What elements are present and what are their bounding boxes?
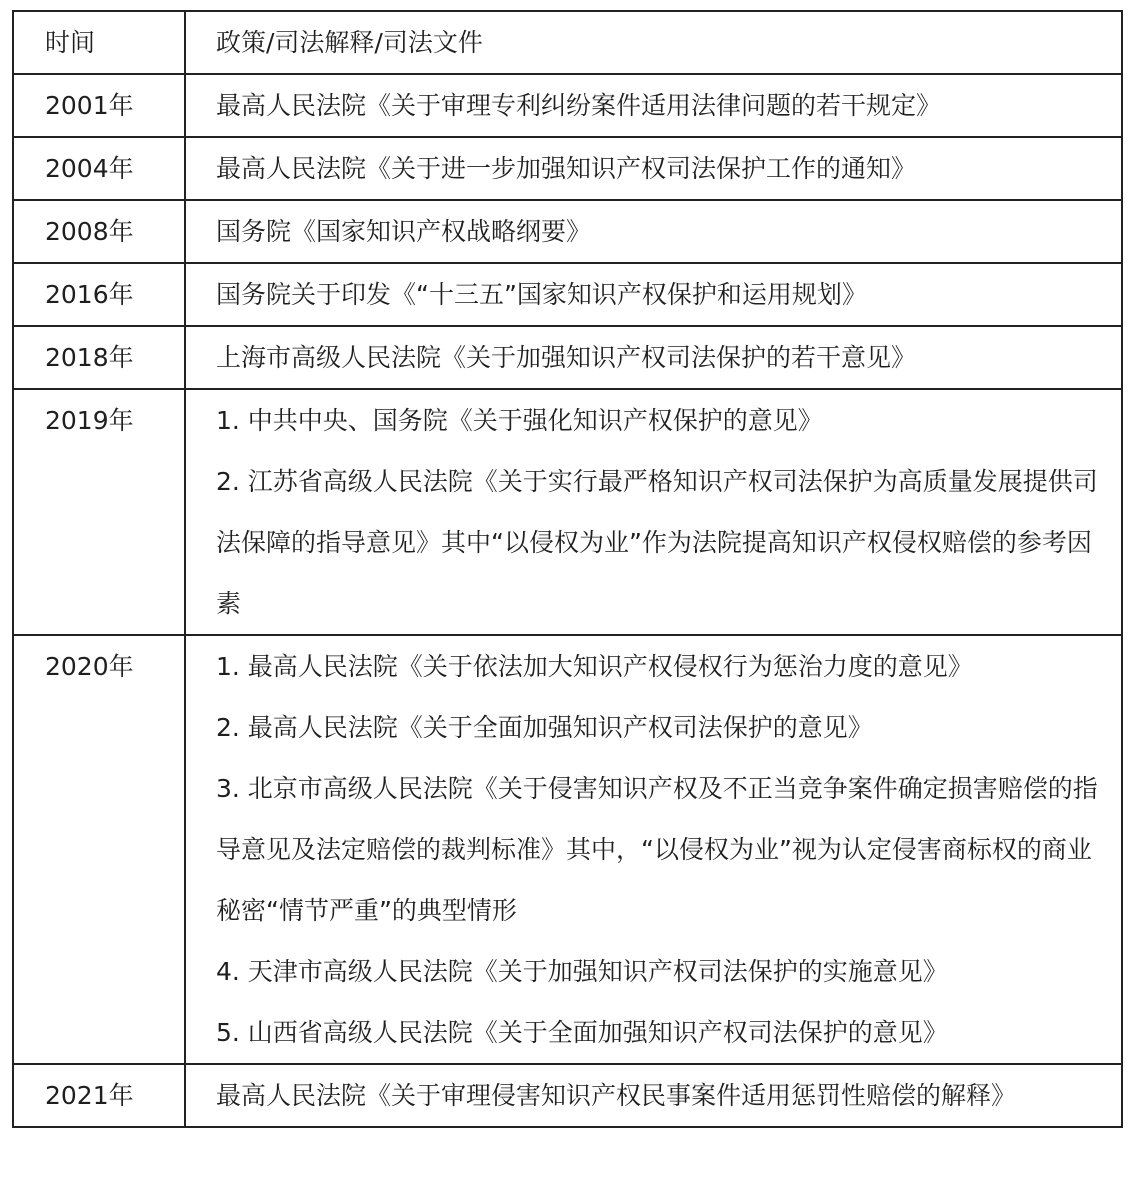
policy-cell [185, 326, 1122, 389]
policy-item: 5. 山西省高级人民法院《关于全面加强知识产权司法保护的意见》 [216, 1018, 948, 1047]
policy-item: 3. 北京市高级人民法院《关于侵害知识产权及不正当竞争案件确定损害赔偿的指导意见及法定赔偿的裁判标准》其中，“以侵权为业”视为认定侵害商标权的商业秘密“情节严重”的典型情形 [216, 774, 1098, 925]
table-row [13, 326, 1122, 389]
policy-item: 2. 江苏省高级人民法院《关于实行最严格知识产权司法保护为高质量发展提供司法保障的指导意见》其中“以侵权为业”作为法院提高知识产权侵权赔偿的参考因素 [216, 467, 1098, 618]
policy-item: 1. 中共中央、国务院《关于强化知识产权保护的意见》 [216, 406, 823, 435]
policy-cell [185, 263, 1122, 326]
policy-table [12, 10, 1123, 1128]
header-policy: 政策/司法解释/司法文件 [185, 11, 1122, 74]
table-row [13, 635, 1122, 1064]
policy-item: 最高人民法院《关于进一步加强知识产权司法保护工作的通知》 [216, 154, 917, 183]
policy-item: 国务院《国家知识产权战略纲要》 [216, 217, 592, 246]
year-cell: 2008年 [13, 200, 185, 263]
year-cell: 2016年 [13, 263, 185, 326]
table-row [13, 263, 1122, 326]
table-row [13, 1064, 1122, 1127]
table-body [13, 74, 1122, 1127]
policy-cell [185, 635, 1122, 1064]
header-row [13, 11, 1122, 74]
policy-cell [185, 389, 1122, 635]
policy-cell [185, 200, 1122, 263]
policy-item: 最高人民法院《关于审理专利纠纷案件适用法律问题的若干规定》 [216, 91, 942, 120]
table-row [13, 137, 1122, 200]
policy-item: 国务院关于印发《“十三五”国家知识产权保护和运用规划》 [216, 280, 867, 309]
year-cell: 2001年 [13, 74, 185, 137]
policy-cell [185, 74, 1122, 137]
year-cell: 2021年 [13, 1064, 185, 1127]
table-header [13, 11, 1122, 74]
year-cell: 2004年 [13, 137, 185, 200]
header-time: 时间 [13, 11, 185, 74]
policy-item: 2. 最高人民法院《关于全面加强知识产权司法保护的意见》 [216, 713, 873, 742]
policy-item: 4. 天津市高级人民法院《关于加强知识产权司法保护的实施意见》 [216, 957, 948, 986]
table-row [13, 74, 1122, 137]
policy-cell [185, 137, 1122, 200]
policy-item: 1. 最高人民法院《关于依法加大知识产权侵权行为惩治力度的意见》 [216, 652, 973, 681]
policy-item: 最高人民法院《关于审理侵害知识产权民事案件适用惩罚性赔偿的解释》 [216, 1081, 1017, 1110]
table-row [13, 200, 1122, 263]
year-cell: 2020年 [13, 635, 185, 1064]
year-cell: 2019年 [13, 389, 185, 635]
policy-item: 上海市高级人民法院《关于加强知识产权司法保护的若干意见》 [216, 343, 917, 372]
table-row [13, 389, 1122, 635]
policy-cell [185, 1064, 1122, 1127]
year-cell: 2018年 [13, 326, 185, 389]
